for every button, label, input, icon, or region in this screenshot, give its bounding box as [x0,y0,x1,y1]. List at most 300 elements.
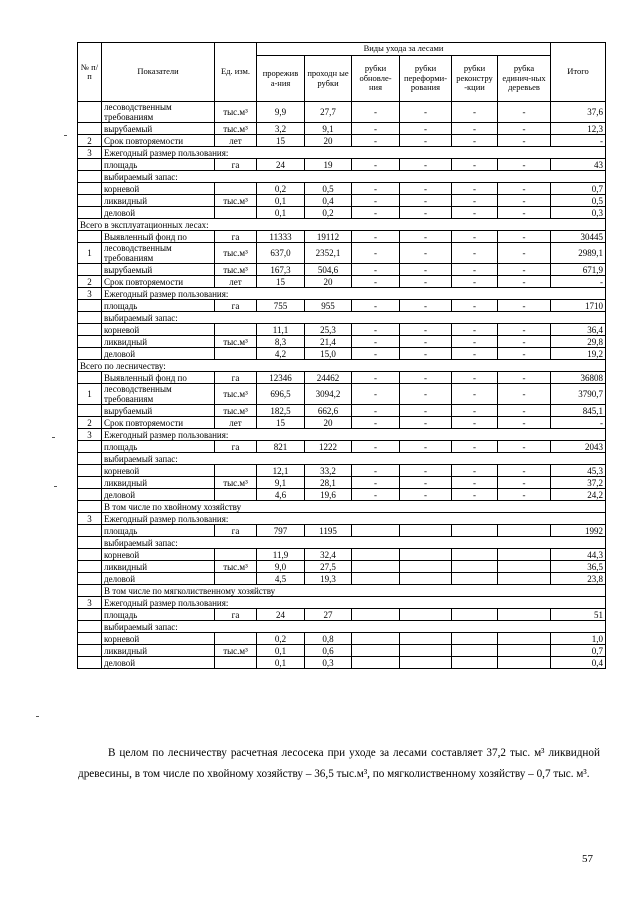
row-number [78,231,102,243]
value-cell: - [352,123,400,135]
value-cell: - [452,348,498,360]
value-cell: - [400,231,452,243]
value-cell: 8,3 [257,336,305,348]
total-cell: 36,4 [551,324,606,336]
value-cell: - [352,372,400,384]
value-cell: - [498,465,551,477]
value-cell: - [400,324,452,336]
value-cell: - [400,183,452,195]
total-cell: 0,4 [551,657,606,669]
row-label: Срок повторяемости [102,276,215,288]
table-body [78,102,606,669]
row-unit [215,549,257,561]
value-cell: - [498,123,551,135]
row-number [78,609,102,621]
row-subheading: выбираемый запас: [102,621,606,633]
table-row [78,372,606,384]
value-cell: - [452,417,498,429]
row-unit: тыс.м³ [215,384,257,405]
value-cell: - [352,159,400,171]
row-unit: га [215,372,257,384]
value-cell: - [352,324,400,336]
value-cell [352,573,400,585]
table-row [78,561,606,573]
row-number: 3 [78,147,102,159]
row-unit [215,207,257,219]
value-cell: 20 [305,417,352,429]
value-cell: - [400,465,452,477]
table-row [78,276,606,288]
value-cell: - [352,465,400,477]
header-total: Итого [551,43,606,102]
row-number: 2 [78,276,102,288]
row-subheading: выбираемый запас: [102,312,606,324]
value-cell: - [352,243,400,264]
row-label: деловой [102,348,215,360]
total-cell: 1992 [551,525,606,537]
total-cell: 0,7 [551,183,606,195]
value-cell: - [452,135,498,147]
table-row [78,123,606,135]
value-cell: - [400,348,452,360]
value-cell: - [352,477,400,489]
value-cell: 15 [257,417,305,429]
row-label: Срок повторяемости [102,135,215,147]
value-cell: - [452,231,498,243]
total-cell: 43 [551,159,606,171]
value-cell: 19,3 [305,573,352,585]
row-number: 2 [78,417,102,429]
value-cell: 15 [257,135,305,147]
table-row [78,324,606,336]
row-unit: тыс.м³ [215,645,257,657]
value-cell [400,561,452,573]
value-cell [452,657,498,669]
row-number: 3 [78,429,102,441]
value-cell: - [400,441,452,453]
value-cell: - [352,183,400,195]
value-cell [352,609,400,621]
value-cell: 11333 [257,231,305,243]
value-cell: 9,9 [257,102,305,123]
value-cell [452,525,498,537]
row-subheading: выбираемый запас: [102,537,606,549]
value-cell: 2352,1 [305,243,352,264]
summary-paragraph [78,743,600,785]
value-cell: 0,8 [305,633,352,645]
value-cell: - [452,264,498,276]
row-unit: тыс.м³ [215,405,257,417]
row-unit: га [215,159,257,171]
value-cell [352,549,400,561]
row-unit [215,348,257,360]
row-unit: тыс.м³ [215,336,257,348]
value-cell: 0,1 [257,645,305,657]
value-cell: - [452,276,498,288]
value-cell: - [498,243,551,264]
row-label: Выявленный фонд по [102,231,215,243]
value-cell: 28,1 [305,477,352,489]
total-cell: 23,8 [551,573,606,585]
table-row [78,135,606,147]
row-number [78,525,102,537]
row-unit [215,573,257,585]
table-row [78,465,606,477]
value-cell: - [452,384,498,405]
value-cell: 12346 [257,372,305,384]
row-label: площадь [102,609,215,621]
value-cell: - [400,417,452,429]
header-type: проходн ые рубки [305,56,352,102]
value-cell: - [498,417,551,429]
value-cell: 11,9 [257,549,305,561]
value-cell: 955 [305,300,352,312]
table-row [78,417,606,429]
row-label: деловой [102,657,215,669]
total-cell: 845,1 [551,405,606,417]
row-label: вырубаемый [102,405,215,417]
value-cell: - [452,195,498,207]
value-cell: 0,1 [257,657,305,669]
value-cell: 24 [257,159,305,171]
table-row [78,525,606,537]
value-cell: - [352,102,400,123]
header-type: рубки обновле-ния [352,56,400,102]
total-cell: 1,0 [551,633,606,645]
row-number [78,657,102,669]
value-cell: 15 [257,276,305,288]
value-cell: 12,1 [257,465,305,477]
row-label: лесоводственным требованиям [102,102,215,123]
row-label: корневой [102,324,215,336]
table-row [78,183,606,195]
total-cell: 37,6 [551,102,606,123]
value-cell: 0,4 [305,195,352,207]
row-subheading: В том числе по мягколиственному хозяйству [102,585,606,597]
value-cell: - [352,384,400,405]
total-cell: - [551,276,606,288]
value-cell: 0,1 [257,207,305,219]
header-indicators: Показатели [102,43,215,102]
table-row [78,513,606,525]
value-cell: 27,5 [305,561,352,573]
total-cell: 671,9 [551,264,606,276]
row-unit: тыс.м³ [215,102,257,123]
value-cell: 24462 [305,372,352,384]
header-type: прорежив а-ния [257,56,305,102]
row-unit: га [215,525,257,537]
row-number [78,195,102,207]
header-types-title: Виды ухода за лесами [257,43,551,56]
row-label: ликвидный [102,561,215,573]
row-number: 3 [78,597,102,609]
value-cell: - [452,183,498,195]
value-cell: - [352,405,400,417]
row-label: вырубаемый [102,264,215,276]
value-cell: - [400,489,452,501]
value-cell: - [498,264,551,276]
value-cell: - [452,159,498,171]
value-cell: 9,1 [257,477,305,489]
value-cell [498,657,551,669]
value-cell: - [452,465,498,477]
row-unit: тыс.м³ [215,477,257,489]
table-row [78,477,606,489]
value-cell: - [498,324,551,336]
value-cell: - [352,336,400,348]
table-row [78,657,606,669]
value-cell: - [452,207,498,219]
value-cell: 25,3 [305,324,352,336]
value-cell [498,633,551,645]
table-row [78,171,606,183]
value-cell [452,561,498,573]
value-cell: - [400,102,452,123]
value-cell [452,573,498,585]
value-cell: 0,6 [305,645,352,657]
value-cell [352,645,400,657]
value-cell: - [498,195,551,207]
table-row [78,597,606,609]
row-label: корневой [102,183,215,195]
row-unit: лет [215,276,257,288]
total-cell: 30445 [551,231,606,243]
row-number [78,102,102,123]
table-row [78,585,606,597]
value-cell [400,657,452,669]
header-num: № п/п [78,43,102,102]
value-cell: - [498,348,551,360]
row-number [78,621,102,633]
row-number [78,573,102,585]
row-number [78,159,102,171]
value-cell: - [352,195,400,207]
value-cell [498,525,551,537]
value-cell: - [452,489,498,501]
row-number [78,477,102,489]
value-cell: 755 [257,300,305,312]
value-cell: - [452,372,498,384]
value-cell: 20 [305,135,352,147]
value-cell: - [400,264,452,276]
value-cell [400,573,452,585]
value-cell: - [400,372,452,384]
table-row [78,384,606,405]
total-cell: 29,8 [551,336,606,348]
value-cell: - [498,183,551,195]
value-cell [400,645,452,657]
row-label: корневой [102,549,215,561]
table-row [78,645,606,657]
value-cell [452,549,498,561]
row-number [78,264,102,276]
value-cell: - [498,276,551,288]
section-title: Всего по лесничеству: [78,360,606,372]
table-row [78,489,606,501]
total-cell: 2043 [551,441,606,453]
value-cell: 0,1 [257,195,305,207]
section-title: Всего в эксплуатационных лесах: [78,219,606,231]
row-subheading: Ежегодный размер пользования: [102,513,606,525]
forest-care-table [77,42,606,669]
value-cell [400,633,452,645]
value-cell: 15,0 [305,348,352,360]
value-cell [352,525,400,537]
value-cell: 4,2 [257,348,305,360]
row-subheading: выбираемый запас: [102,453,606,465]
value-cell: 27 [305,609,352,621]
table-row [78,219,606,231]
value-cell: 27,7 [305,102,352,123]
value-cell: - [400,405,452,417]
header-type: рубки переформи-рования [400,56,452,102]
value-cell: 3094,2 [305,384,352,405]
total-cell: 1710 [551,300,606,312]
header-type: рубки реконстру -кции [452,56,498,102]
value-cell: 33,2 [305,465,352,477]
value-cell: 0,2 [257,633,305,645]
row-number [78,645,102,657]
value-cell: 21,4 [305,336,352,348]
value-cell: - [352,264,400,276]
row-number [78,405,102,417]
value-cell: - [498,207,551,219]
value-cell: 4,6 [257,489,305,501]
table-row [78,102,606,123]
row-number [78,324,102,336]
scan-mark [64,135,67,136]
value-cell: 0,5 [305,183,352,195]
value-cell: - [400,207,452,219]
row-subheading: выбираемый запас: [102,171,606,183]
value-cell: - [452,405,498,417]
row-number [78,348,102,360]
row-subheading: Ежегодный размер пользования: [102,147,606,159]
table-row [78,441,606,453]
value-cell: - [452,336,498,348]
total-cell: 19,2 [551,348,606,360]
row-label: вырубаемый [102,123,215,135]
row-unit [215,657,257,669]
value-cell: - [400,135,452,147]
scan-mark [54,486,57,487]
header-unit: Ед. изм. [215,43,257,102]
row-unit: га [215,609,257,621]
table-row [78,207,606,219]
value-cell: - [452,324,498,336]
row-label: корневой [102,465,215,477]
table-row [78,159,606,171]
total-cell: 12,3 [551,123,606,135]
total-cell: 3790,7 [551,384,606,405]
total-cell: 51 [551,609,606,621]
value-cell: - [400,123,452,135]
value-cell: - [352,276,400,288]
row-label: ликвидный [102,336,215,348]
value-cell: 4,5 [257,573,305,585]
row-number [78,549,102,561]
value-cell: - [352,489,400,501]
value-cell: - [400,477,452,489]
value-cell: 662,6 [305,405,352,417]
value-cell: 19 [305,159,352,171]
value-cell: - [498,441,551,453]
row-number [78,585,102,597]
row-number [78,336,102,348]
total-cell: 36,5 [551,561,606,573]
row-number [78,372,102,384]
scan-mark [36,716,39,717]
header-type: рубка единич-ных деревьев [498,56,551,102]
row-number: 3 [78,513,102,525]
table-row [78,336,606,348]
value-cell [498,573,551,585]
row-subheading: В том числе по хвойному хозяйству [102,501,606,513]
row-number: 2 [78,135,102,147]
value-cell: - [400,276,452,288]
value-cell: - [352,231,400,243]
row-unit: лет [215,135,257,147]
value-cell: - [452,243,498,264]
row-label: ликвидный [102,477,215,489]
row-label: площадь [102,159,215,171]
value-cell: - [352,441,400,453]
row-number [78,183,102,195]
total-cell: 45,3 [551,465,606,477]
row-number [78,300,102,312]
row-label: ликвидный [102,645,215,657]
value-cell: 696,5 [257,384,305,405]
value-cell: - [498,384,551,405]
row-number: 1 [78,384,102,405]
value-cell: - [352,135,400,147]
row-unit: га [215,300,257,312]
row-label: деловой [102,207,215,219]
value-cell [498,561,551,573]
table-row [78,573,606,585]
value-cell: 797 [257,525,305,537]
row-number [78,312,102,324]
value-cell: - [400,336,452,348]
value-cell: - [498,477,551,489]
value-cell: 3,2 [257,123,305,135]
scan-mark [52,437,55,438]
value-cell: 19,6 [305,489,352,501]
row-label: площадь [102,525,215,537]
value-cell [498,645,551,657]
row-subheading: Ежегодный размер пользования: [102,597,606,609]
table-row [78,453,606,465]
row-number [78,441,102,453]
row-label: площадь [102,441,215,453]
total-cell: 0,7 [551,645,606,657]
value-cell: 9,1 [305,123,352,135]
table-row [78,429,606,441]
row-unit: га [215,231,257,243]
table-row [78,195,606,207]
value-cell: - [352,207,400,219]
value-cell: - [498,372,551,384]
row-unit [215,489,257,501]
total-cell: 24,2 [551,489,606,501]
row-label: деловой [102,573,215,585]
value-cell: - [400,300,452,312]
value-cell [352,633,400,645]
row-unit [215,465,257,477]
total-cell: - [551,135,606,147]
page-number: 57 [582,853,593,865]
value-cell: - [400,384,452,405]
